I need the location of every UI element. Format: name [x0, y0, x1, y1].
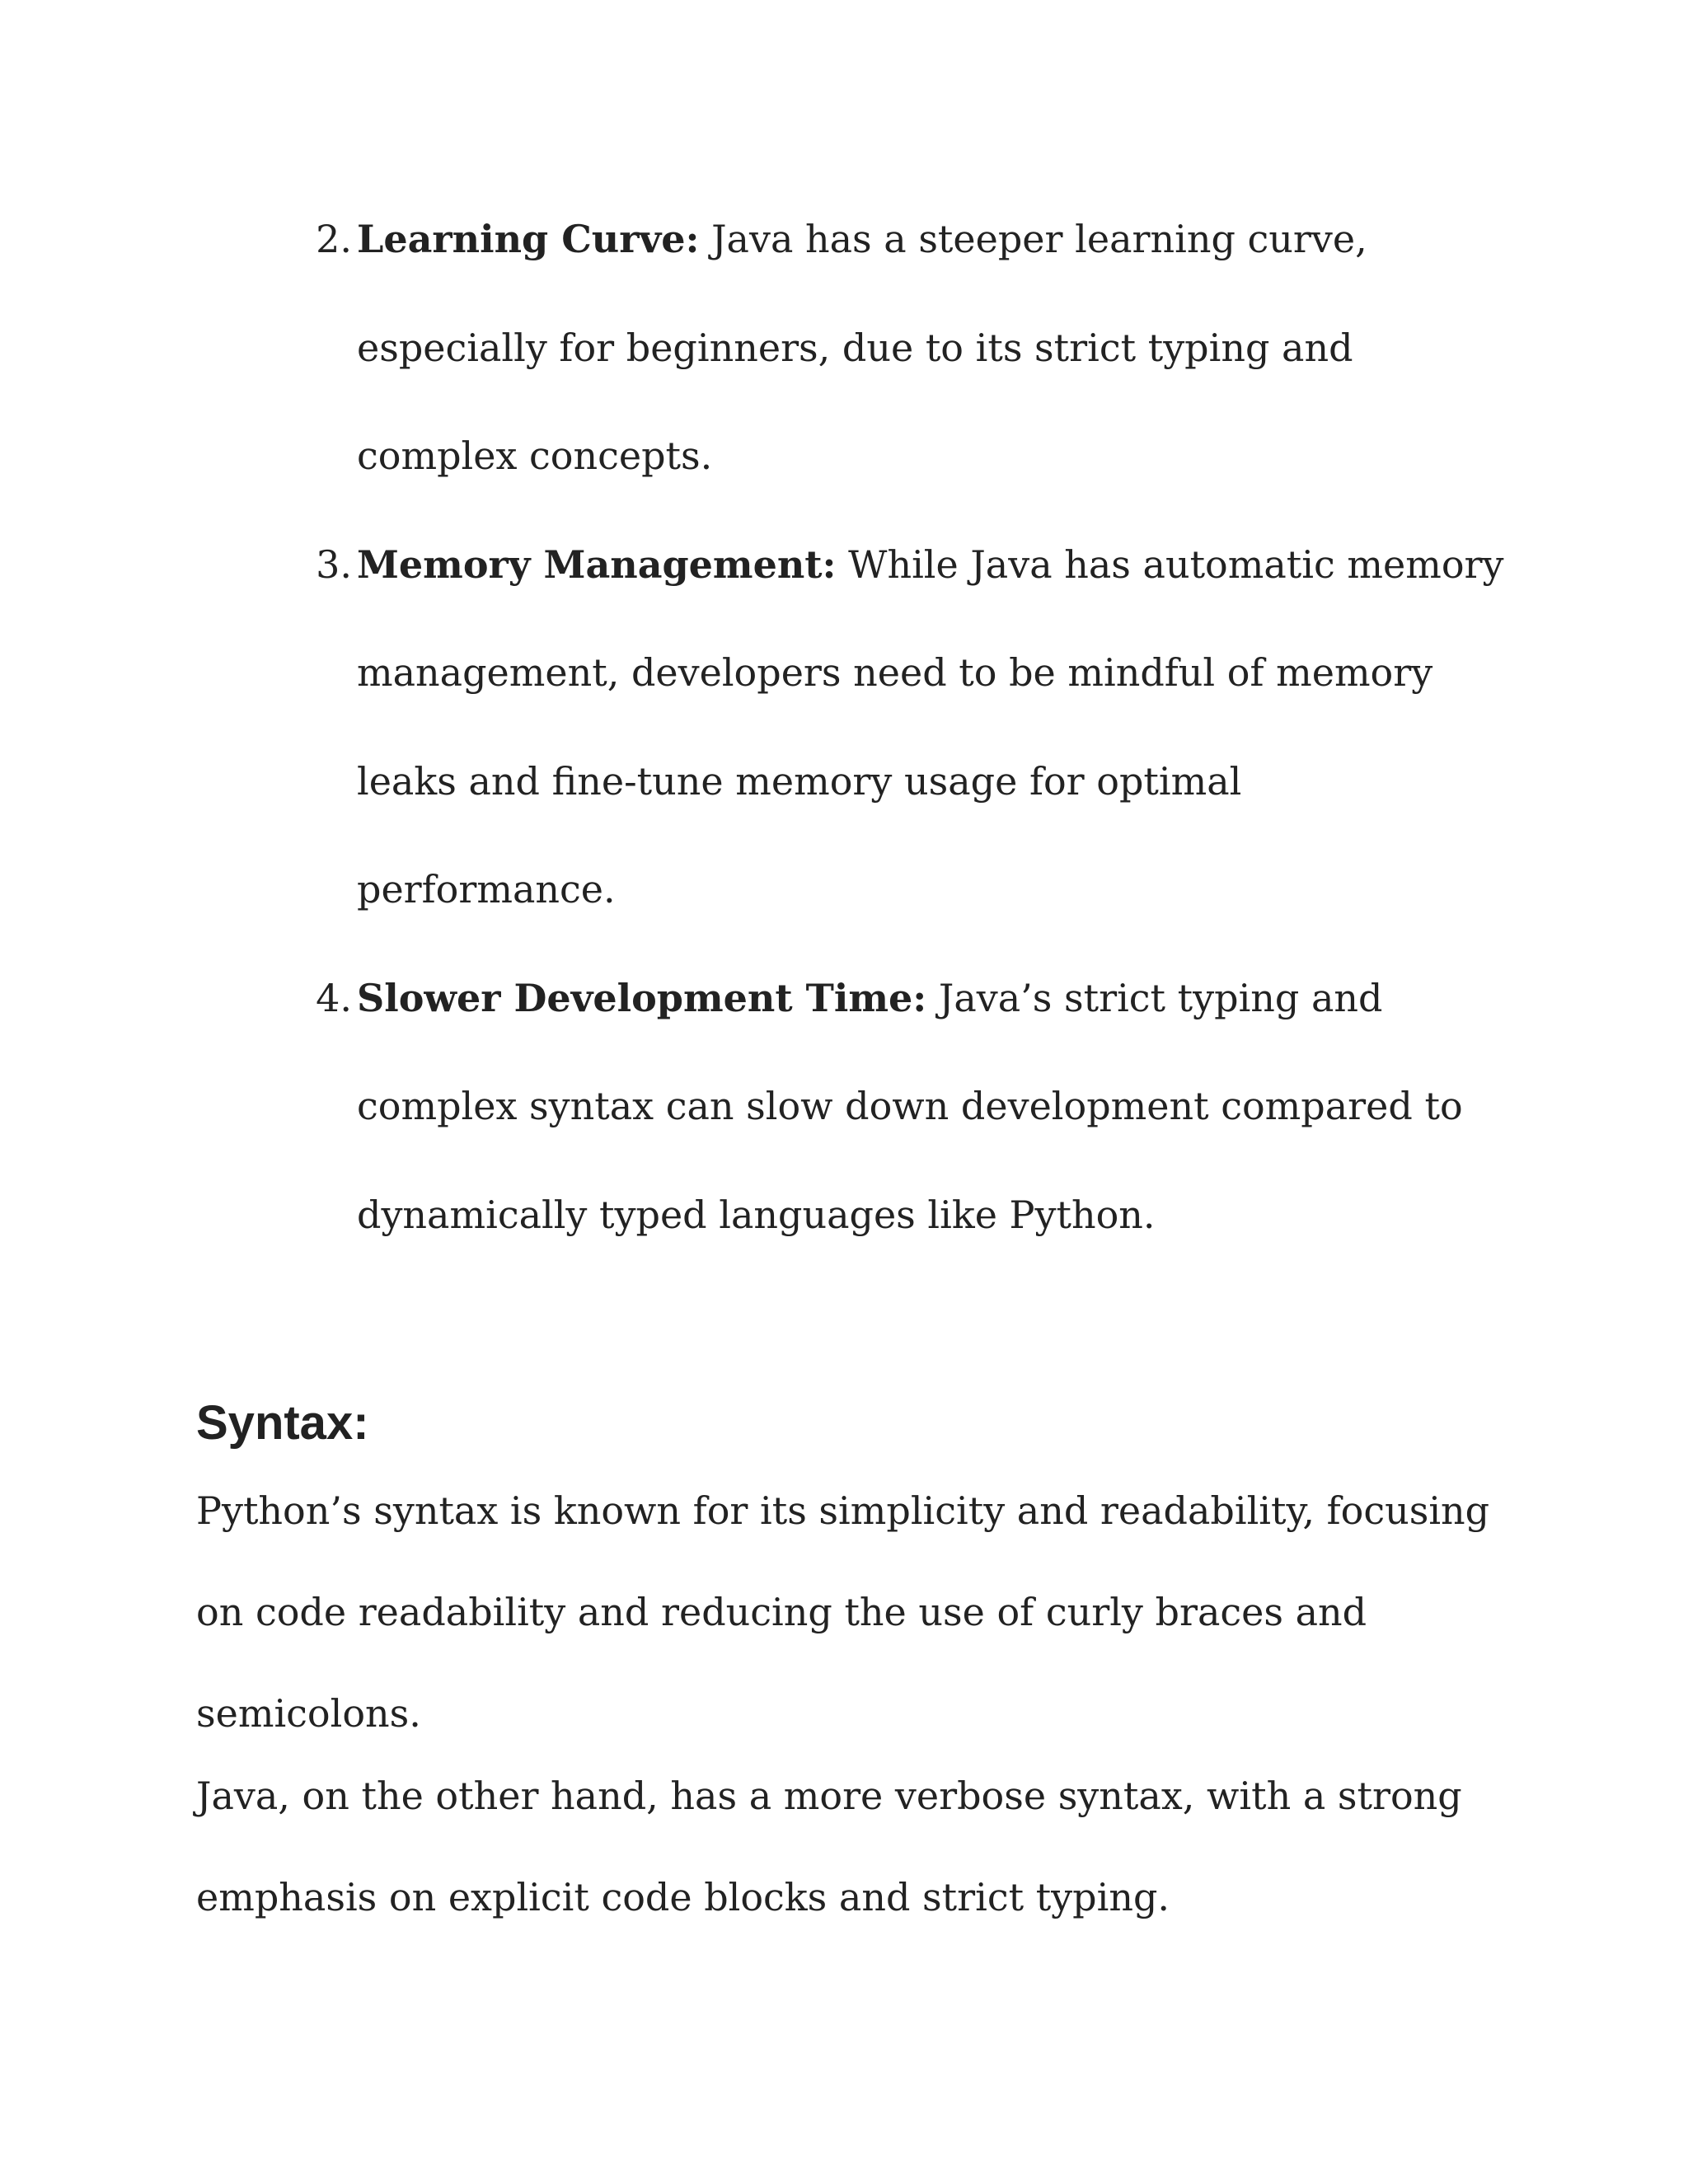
list-item	[316, 944, 1511, 1270]
disadvantages-list	[316, 185, 1511, 1269]
section-heading: Syntax:	[196, 1396, 369, 1450]
paragraph-java-syntax: Java, on the other hand, has a more verbose syntax, with a strong emphasis on explicit code blocks and strict typing.	[196, 1774, 1462, 1919]
list-item-number: 2.	[316, 217, 352, 261]
list-item-text: Java has a steeper learning curve, especially for beginners, due to its strict typing and complex concepts.	[357, 217, 1367, 478]
list-item-text: Java’s strict typing and complex syntax can slow down development compared to dynamically typed languages like Python.	[357, 975, 1463, 1237]
list-item-term: Memory Management:	[357, 541, 837, 587]
list-item	[316, 511, 1511, 944]
list-item-term: Slower Development Time:	[357, 975, 927, 1020]
list-item-term: Learning Curve:	[357, 217, 700, 261]
list-item-number: 3.	[316, 541, 352, 587]
list-item-text: While Java has automatic memory management, developers need to be mindful of memory leaks and fine-tune memory usage for optimal performance.	[357, 541, 1504, 912]
list-item-number: 4.	[316, 975, 352, 1020]
paragraph-python-syntax: Python’s syntax is known for its simplicity and readability, focusing on code readability and reducing the use of curly braces and semicolons.	[196, 1488, 1490, 1736]
list-item	[316, 185, 1511, 511]
